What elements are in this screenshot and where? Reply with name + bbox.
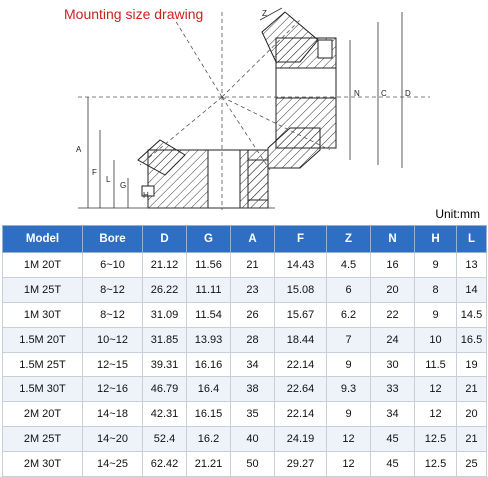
table-cell: 26 — [231, 302, 275, 327]
table-cell: 11.11 — [187, 277, 231, 302]
dim-label-D: D — [405, 89, 411, 98]
table-cell: 39.31 — [143, 352, 187, 377]
table-cell: 62.42 — [143, 452, 187, 477]
table-cell: 11.56 — [187, 253, 231, 278]
table-cell: 16.5 — [457, 327, 487, 352]
table-cell: 14.43 — [275, 253, 327, 278]
table-cell: 20 — [371, 277, 415, 302]
col-header-g: G — [187, 226, 231, 253]
table-cell: 14~18 — [83, 402, 143, 427]
table-cell: 52.4 — [143, 427, 187, 452]
table-cell: 34 — [371, 402, 415, 427]
table-cell: 20 — [457, 402, 487, 427]
table-cell: 38 — [231, 377, 275, 402]
table-row — [3, 427, 487, 452]
table-cell: 9 — [415, 253, 457, 278]
table-cell: 12~15 — [83, 352, 143, 377]
table-cell: 8~12 — [83, 302, 143, 327]
table-cell: 16 — [371, 253, 415, 278]
table-cell: 42.31 — [143, 402, 187, 427]
table-cell: 25 — [457, 452, 487, 477]
table-cell: 16.2 — [187, 427, 231, 452]
table-cell: 8~12 — [83, 277, 143, 302]
table-cell: 46.79 — [143, 377, 187, 402]
table-cell: 21 — [457, 377, 487, 402]
table-cell: 12.5 — [415, 452, 457, 477]
col-header-n: N — [371, 226, 415, 253]
dim-label-L: L — [106, 175, 111, 184]
table-cell: 14 — [457, 277, 487, 302]
table-cell: 45 — [371, 452, 415, 477]
table-row — [3, 253, 487, 278]
dim-label-Z: Z — [262, 9, 267, 18]
table-cell: 24.19 — [275, 427, 327, 452]
table-cell: 50 — [231, 452, 275, 477]
table-cell: 21.12 — [143, 253, 187, 278]
table-row — [3, 377, 487, 402]
table-cell: 9 — [415, 302, 457, 327]
table-cell: 23 — [231, 277, 275, 302]
table-cell: 1.5M 30T — [3, 377, 83, 402]
table-cell: 29.27 — [275, 452, 327, 477]
table-cell: 22.14 — [275, 352, 327, 377]
table-cell: 9 — [327, 352, 371, 377]
table-cell: 11.54 — [187, 302, 231, 327]
dim-label-A: A — [76, 145, 82, 154]
table-cell: 2M 30T — [3, 452, 83, 477]
unit-label: Unit:mm — [435, 207, 480, 221]
table-row — [3, 352, 487, 377]
col-header-l: L — [457, 226, 487, 253]
dim-label-C: C — [381, 89, 387, 98]
table-cell: 13.93 — [187, 327, 231, 352]
dim-label-F: F — [92, 168, 97, 177]
table-cell: 9.3 — [327, 377, 371, 402]
table-cell: 9 — [327, 402, 371, 427]
table-cell: 6.2 — [327, 302, 371, 327]
table-cell: 21 — [231, 253, 275, 278]
dim-label-N: N — [354, 89, 360, 98]
table-cell: 22 — [371, 302, 415, 327]
table-cell: 15.67 — [275, 302, 327, 327]
table-cell: 33 — [371, 377, 415, 402]
table-cell: 12 — [415, 402, 457, 427]
table-cell: 21.21 — [187, 452, 231, 477]
table-cell: 6 — [327, 277, 371, 302]
col-header-model: Model — [3, 226, 83, 253]
col-header-a: A — [231, 226, 275, 253]
col-header-f: F — [275, 226, 327, 253]
drawing-title: Mounting size drawing — [64, 6, 204, 22]
table-cell: 12 — [327, 427, 371, 452]
table-cell: 19 — [457, 352, 487, 377]
table-cell: 14~25 — [83, 452, 143, 477]
table-cell: 1.5M 25T — [3, 352, 83, 377]
col-header-d: D — [143, 226, 187, 253]
dim-label-G: G — [120, 181, 127, 190]
table-cell: 1M 25T — [3, 277, 83, 302]
table-cell: 10~12 — [83, 327, 143, 352]
table-cell: 10 — [415, 327, 457, 352]
table-cell: 12~16 — [83, 377, 143, 402]
table-cell: 26.22 — [143, 277, 187, 302]
dim-label-H: H — [143, 191, 149, 200]
table-cell: 13 — [457, 253, 487, 278]
table-row — [3, 277, 487, 302]
table-cell: 30 — [371, 352, 415, 377]
col-header-bore: Bore — [83, 226, 143, 253]
table-cell: 45 — [371, 427, 415, 452]
table-cell: 12 — [415, 377, 457, 402]
table-cell: 22.64 — [275, 377, 327, 402]
table-cell: 14~20 — [83, 427, 143, 452]
table-cell: 7 — [327, 327, 371, 352]
table-header-row — [3, 226, 487, 253]
gear-mounting-drawing — [0, 0, 488, 215]
table-cell: 6~10 — [83, 253, 143, 278]
table-cell: 1M 30T — [3, 302, 83, 327]
table-cell: 18.44 — [275, 327, 327, 352]
col-header-z: Z — [327, 226, 371, 253]
table-cell: 40 — [231, 427, 275, 452]
table-cell: 12.5 — [415, 427, 457, 452]
table-cell: 31.09 — [143, 302, 187, 327]
table-cell: 24 — [371, 327, 415, 352]
table-row — [3, 327, 487, 352]
table-cell: 16.4 — [187, 377, 231, 402]
table-cell: 22.14 — [275, 402, 327, 427]
col-header-h: H — [415, 226, 457, 253]
table-cell: 16.15 — [187, 402, 231, 427]
table-cell: 21 — [457, 427, 487, 452]
table-cell: 35 — [231, 402, 275, 427]
table-cell: 14.5 — [457, 302, 487, 327]
table-row — [3, 302, 487, 327]
table-cell: 16.16 — [187, 352, 231, 377]
table-cell: 15.08 — [275, 277, 327, 302]
table-cell: 1M 20T — [3, 253, 83, 278]
table-cell: 28 — [231, 327, 275, 352]
table-cell: 2M 25T — [3, 427, 83, 452]
spec-table — [2, 225, 487, 477]
table-row — [3, 452, 487, 477]
table-cell: 1.5M 20T — [3, 327, 83, 352]
table-cell: 8 — [415, 277, 457, 302]
table-cell: 2M 20T — [3, 402, 83, 427]
table-cell: 34 — [231, 352, 275, 377]
table-row — [3, 402, 487, 427]
table-cell: 11.5 — [415, 352, 457, 377]
lower-gear-section — [138, 140, 268, 208]
table-cell: 12 — [327, 452, 371, 477]
table-cell: 31.85 — [143, 327, 187, 352]
table-cell: 4.5 — [327, 253, 371, 278]
